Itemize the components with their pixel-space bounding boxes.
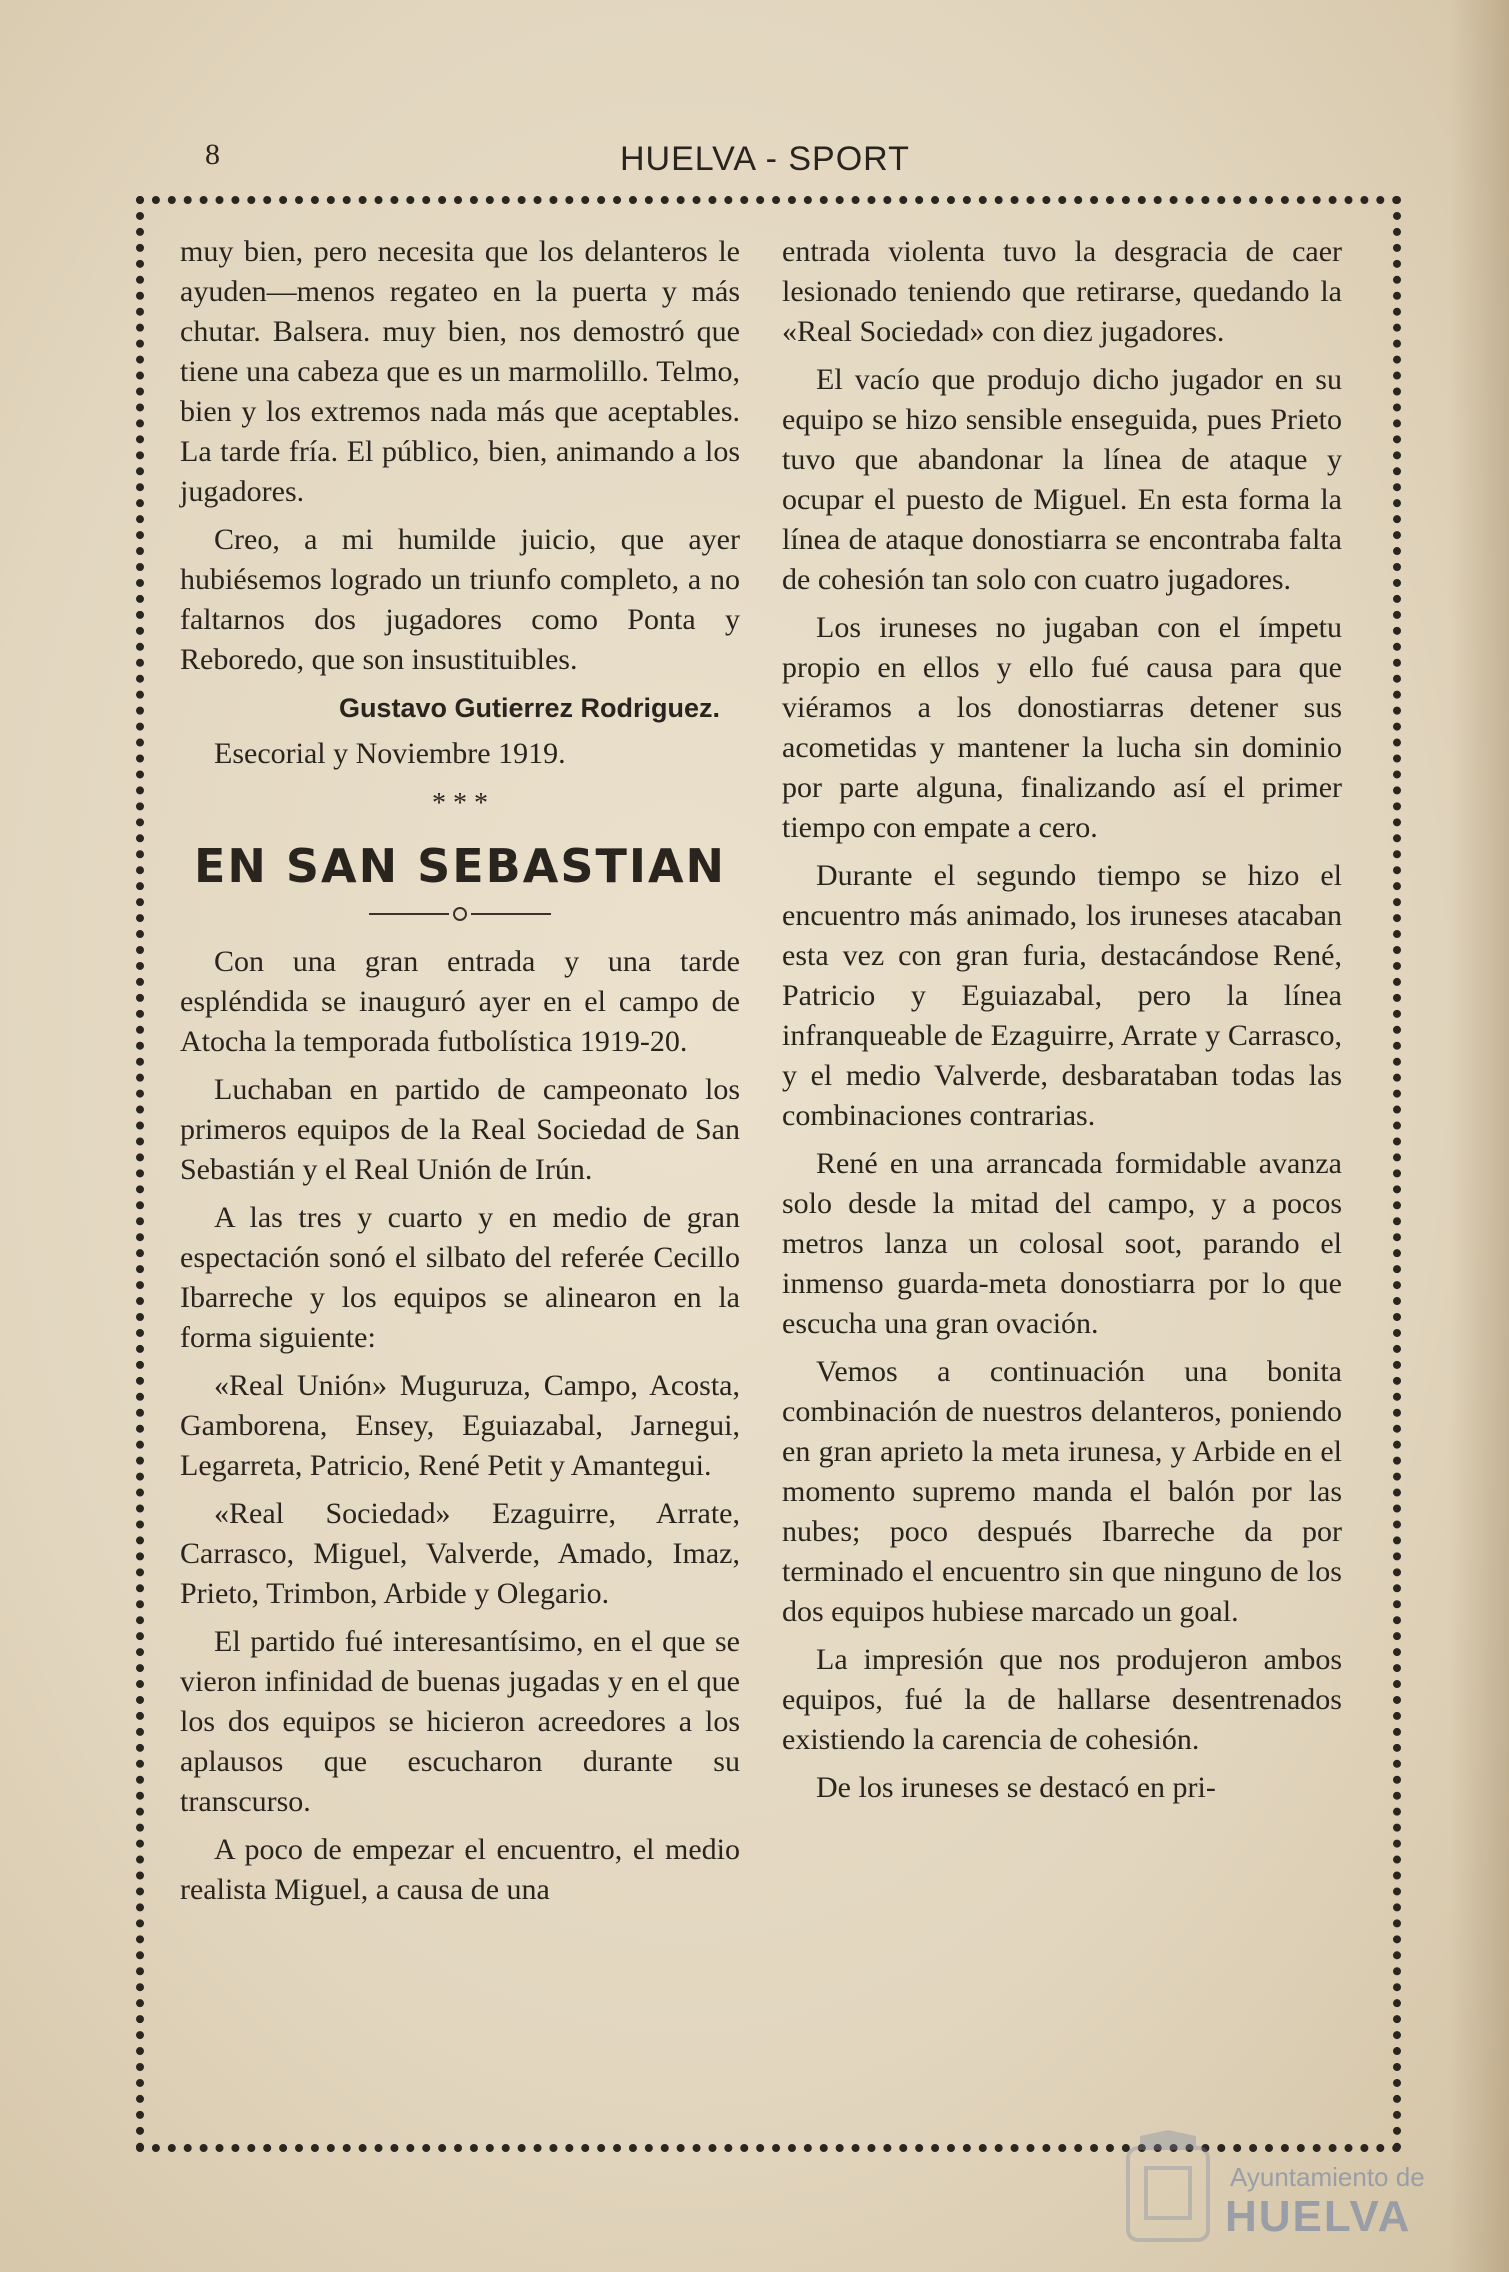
ornament-line bbox=[471, 913, 551, 915]
paragraph: Creo, a mi humilde juicio, que ayer hubiésemos logrado un triunfo completo, a no faltarnos dos jugadores como Ponta y Reboredo, que son insustituibles. bbox=[180, 523, 740, 676]
section-separator-asterisms: * * * bbox=[432, 788, 488, 819]
left-column bbox=[180, 232, 740, 1918]
paragraph: A poco de empezar el encuentro, el medio realista Miguel, a causa de una bbox=[180, 1833, 740, 1906]
paragraph: La impresión que nos produjeron ambos equipos, fué la de hallarse desentrenados existiendo la carencia de cohesión. bbox=[782, 1643, 1342, 1756]
paragraph: entrada violenta tuvo la desgracia de caer lesionado teniendo que retirarse, quedando la «Real Sociedad» con diez jugadores. bbox=[782, 235, 1342, 348]
paragraph: «Real Unión» Muguruza, Campo, Acosta, Gamborena, Ensey, Eguiazabal, Jarnegui, Legarreta, Patricio, René Petit y Amantegui. bbox=[180, 1369, 740, 1482]
publication-title: HUELVA - SPORT bbox=[620, 140, 910, 178]
author-signature: Gustavo Gutierrez Rodriguez. bbox=[338, 693, 720, 723]
page-number: 8 bbox=[205, 138, 220, 171]
page-edge-shadow bbox=[1449, 0, 1509, 2272]
city-seal-icon bbox=[1120, 2128, 1216, 2248]
paragraph: Los iruneses no jugaban con el ímpetu propio en ellos y ello fué causa para que viéramos a los donostiarras detener sus acometidas y mantener la lucha sin dominio por parte alguna, finalizando así el primer tiempo con empate a cero. bbox=[782, 611, 1342, 844]
paragraph: Luchaban en partido de campeonato los primeros equipos de la Real Sociedad de San Sebastián y el Real Unión de Irún. bbox=[180, 1073, 740, 1186]
paragraph: muy bien, pero necesita que los delanteros le ayuden—menos regateo en la puerta y más chutar. Balsera. muy bien, nos demostró que tiene una cabeza que es un marmolillo. Telmo, bien y los extremos nada más que aceptables. La tarde fría. El público, bien, animando a los jugadores. bbox=[180, 235, 740, 508]
paragraph: Durante el segundo tiempo se hizo el encuentro más animado, los iruneses atacaban esta vez con gran furia, destacándose René, Patricio y Eguiazabal, pero la línea infranqueable de Ezaguirre, Arrate y Carrasco, y el medio Valverde, desbarataban todas las combinaciones contrarias. bbox=[782, 859, 1342, 1132]
watermark-city: HUELVA bbox=[1225, 2192, 1412, 2241]
ornament-line bbox=[369, 913, 449, 915]
place-date: Esecorial y Noviembre 1919. bbox=[214, 737, 566, 770]
paragraph: De los iruneses se destacó en pri- bbox=[816, 1771, 1216, 1804]
watermark-label: Ayuntamiento de bbox=[1230, 2162, 1425, 2192]
paragraph: «Real Sociedad» Ezaguirre, Arrate, Carrasco, Miguel, Valverde, Amado, Imaz, Prieto, Trimbon, Arbide y Olegario. bbox=[180, 1497, 740, 1610]
ornament-circle bbox=[453, 907, 467, 921]
paragraph: El partido fué interesantísimo, en el que se vieron infinidad de buenas jugadas y en el que los dos equipos se hicieron acreedores a los aplausos que escucharon durante su transcurso. bbox=[180, 1625, 740, 1818]
article-title: EN SAN SEBASTIAN bbox=[193, 839, 727, 893]
title-ornament bbox=[180, 904, 740, 924]
paragraph: René en una arrancada formidable avanza solo desde la mitad del campo, y a pocos metros lanza un colosal soot, parando el inmenso guarda-meta donostiarra por lo que escucha una gran ovación. bbox=[782, 1147, 1342, 1340]
paragraph: Con una gran entrada y una tarde espléndida se inauguró ayer en el campo de Atocha la temporada futbolística 1919-20. bbox=[180, 945, 740, 1058]
paragraph: Vemos a continuación una bonita combinación de nuestros delanteros, poniendo en gran aprieto la meta irunesa, y Arbide en el momento supremo manda el balón por las nubes; poco después Ibarreche da por terminado el encuentro sin que ninguno de los dos equipos hubiese marcado un goal. bbox=[782, 1355, 1342, 1628]
paragraph: A las tres y cuarto y en medio de gran espectación sonó el silbato del referée Cecillo Ibarreche y los equipos se alinearon en la forma siguiente: bbox=[180, 1201, 740, 1354]
right-column bbox=[782, 232, 1342, 1816]
paragraph: El vacío que produjo dicho jugador en su equipo se hizo sensible enseguida, pues Prieto tuvo que abandonar la línea de ataque y ocupar el puesto de Miguel. En esta forma la línea de ataque donostiarra se encontraba falta de cohesión tan solo con cuatro jugadores. bbox=[782, 363, 1342, 596]
